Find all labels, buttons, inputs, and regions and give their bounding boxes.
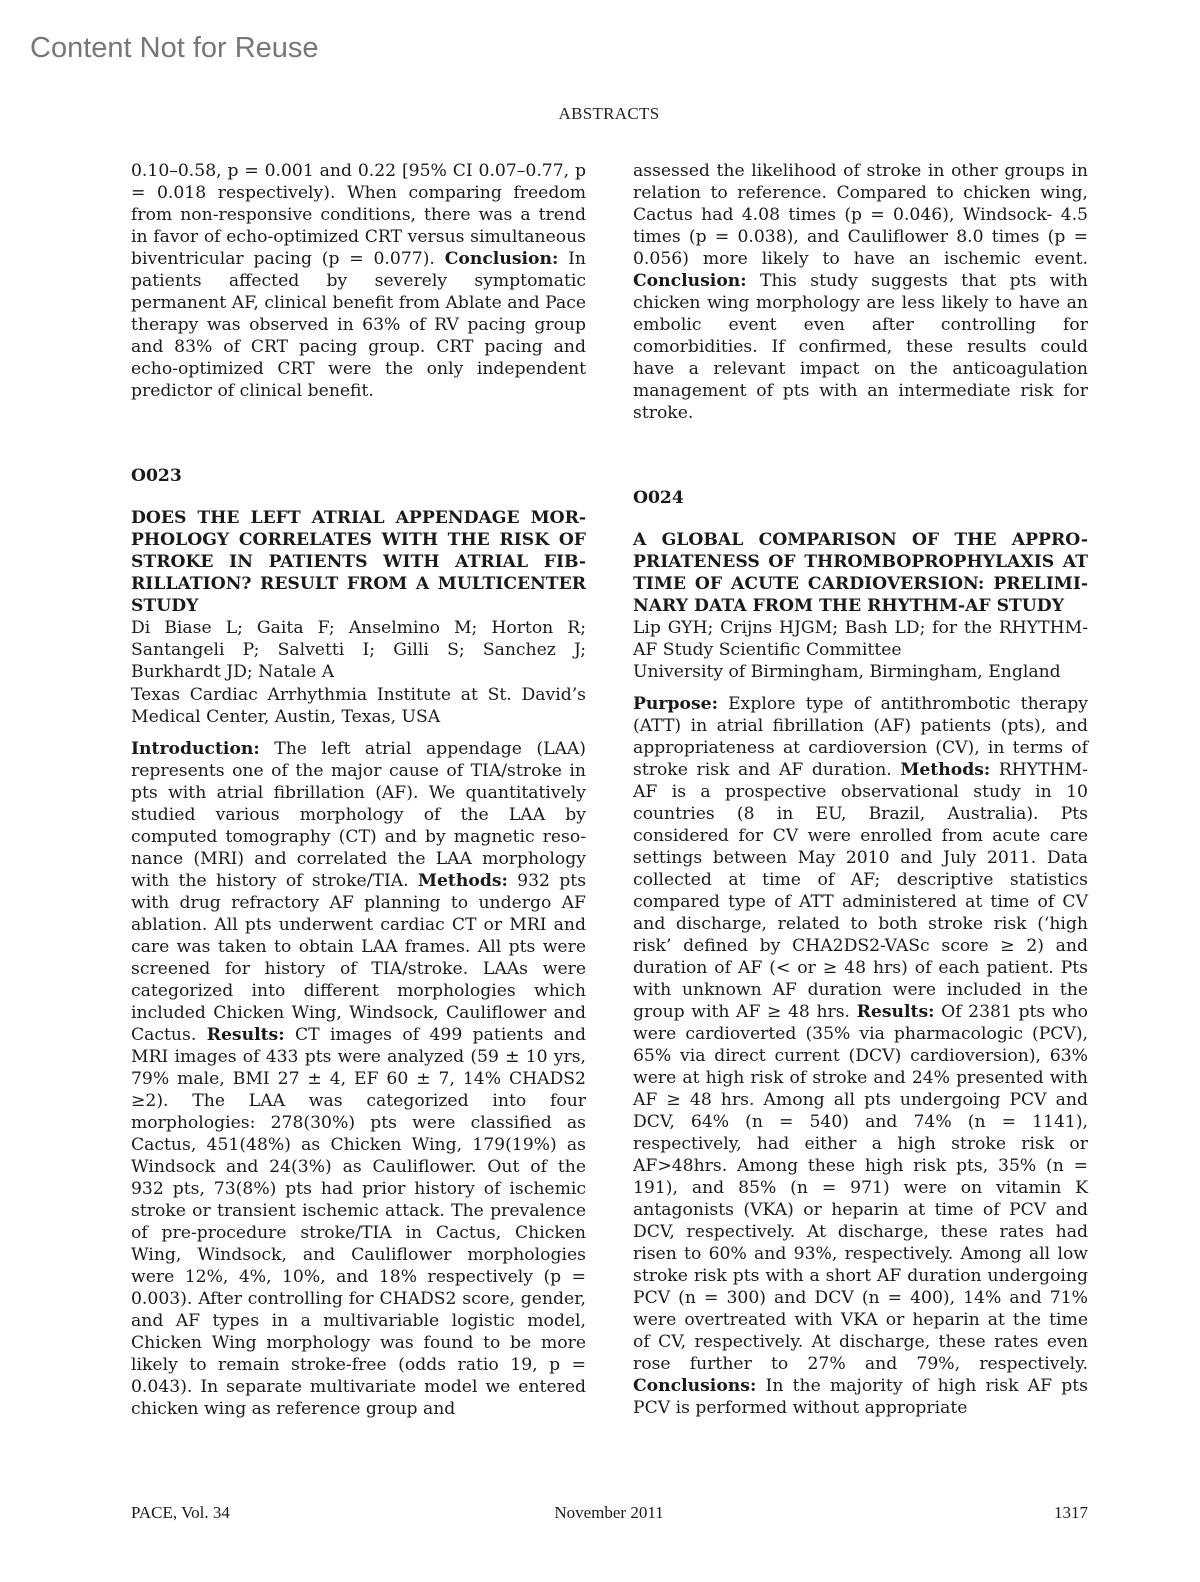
conclusion-text: This study suggests that pts with chicken wing morphology are less likely to have an embolic event even after controlling for comorbidities. If confirmed, these results could have a relevant impact on the anticoagulation management of pts with an intermediate risk for stroke.	[633, 271, 1088, 423]
introduction-text: The left atrial appendage (LAA) represents one of the major cause of TIA/stroke in pts with atrial fibrillation (AF). We quantitatively studied various morphology of the LAA by computed tomography (CT) and by magnetic reso- nance (MRI) and correlated the LAA morphology with the history of stroke/TIA.	[131, 739, 587, 891]
conclusions-label: Conclusions:	[633, 1376, 757, 1396]
conclusion-label: Conclusion:	[633, 271, 747, 291]
right-continuation-paragraph	[633, 160, 1088, 424]
abstract-title: A GLOBAL COMPARISON OF THE APPRO- PRIATENESS OF THROMBOPROPHYLAXIS AT TIME OF ACUTE CARDIOVERSION: PRELIMI- NARY DATA FROM THE RHYTHM-AF STUDY	[633, 530, 1088, 616]
purpose-label: Purpose:	[633, 694, 718, 714]
results-text: CT images of 499 patients and MRI images of 433 pts were analyzed (59 ± 10 yrs, 79% male, BMI 27 ± 4, EF 60 ± 7, 14% CHADS2 ≥2). The LAA was categorized into four morphologies: 278(30%) pts were classified as Cactus, 451(48%) as Chicken Wing, 179(19%) as Windsock and 24(3%) as Cauliflower. Out of the 932 pts, 73(8%) pts had prior history of ischemic stroke or transient ischemic attack. The prevalence of pre-procedure stroke/TIA in Cactus, Chicken Wing, Windsock, and Cauliflower morphologies were 12%, 4%, 10%, and 18% respectively (p = 0.003). After controlling for CHADS2 score, gender, and AF types in a multivariable logistic model, Chicken Wing morphology was found to be more likely to remain stroke-free (odds ratio 19, p = 0.043). In separate multivariate model we entered chicken wing as reference group and	[131, 1025, 586, 1419]
abstract-title: DOES THE LEFT ATRIAL APPENDAGE MOR- PHOLOGY CORRELATES WITH THE RISK OF STROKE IN PATIENTS WITH ATRIAL FIB- RILLATION? RESULT FROM A MULTICENTER STUDY	[131, 508, 586, 616]
abstract-authors: Lip GYH; Crijns HJGM; Bash LD; for the RHYTHM- AF Study Scientific Committee	[633, 618, 1088, 660]
left-continuation-paragraph	[131, 160, 586, 402]
purpose-text: Explore type of antithrombotic therapy (ATT) in atrial fibrillation (AF) patients (pts), and appropriateness at cardioversion (CV), in terms of stroke risk and AF duration.	[633, 694, 1088, 780]
methods-text: 932 pts with drug refractory AF planning to undergo AF ablation. All pts underwent cardiac CT or MRI and care was taken to obtain LAA frames. All pts were screened for history of TIA/stroke. LAAs were categorized into different morphologies which included Chicken Wing, Windsock, Cauliflower and Cactus.	[131, 871, 587, 1045]
conclusion-label: Conclusion:	[444, 249, 559, 269]
results-text: Of 2381 pts who were cardioverted (35% via pharmacologic (PCV), 65% via direct current (DCV) cardioversion), 63% were at high risk of stroke and 24% presented with AF ≥ 48 hrs. Among all pts undergoing PCV and DCV, 64% (n = 540) and 74% (n = 1141), respectively, had either a high stroke risk or AF>48hrs. Among these high risk pts, 35% (n = 191), and 85% (n = 971) were on vitamin K antagonists (VKA) or heparin at time of PCV and DCV, respectively. At discharge, these rates had risen to 60% and 93%, respectively. Among all low stroke risk pts with a short AF duration undergoing PCV (n = 300) and DCV (n = 400), 14% and 71% were overtreated with VKA or heparin at the time of CV, respectively. At discharge, these rates even rose further to 27% and 79%, respectively.	[633, 1002, 1088, 1374]
methods-text: RHYTHM-AF is a prospective observational study in 10 countries (8 in EU, Brazil, Australia). Pts considered for CV were enrolled from acute care settings between May 2010 and July 2011. Data collected at time of AF; descriptive statistics compared type of ATT administered at time of CV and discharge, related to both stroke risk (‘high risk’ defined by CHA2DS2-VASc score ≥ 2) and duration of AF (< or ≥ 48 hrs) of each patient. Pts with unknown AF duration were included in the group with AF ≥ 48 hrs.	[633, 760, 1088, 1022]
abstract-authors: Di Biase L; Gaita F; Anselmino M; Horton R; Santangeli P; Salvetti I; Gilli S; Sanchez J; Burkhardt JD; Natale A	[131, 618, 586, 682]
footer-page-number: 1317	[1054, 1503, 1088, 1522]
methods-label: Methods:	[900, 760, 991, 780]
methods-label: Methods:	[417, 871, 508, 891]
results-label: Results:	[206, 1025, 285, 1045]
running-head: ABSTRACTS	[558, 104, 660, 123]
abstract-o024	[633, 487, 1088, 1419]
footer-date: November 2011	[554, 1503, 664, 1522]
footer-journal: PACE, Vol. 34	[131, 1503, 230, 1522]
abstract-number: O024	[633, 488, 684, 508]
results-label: Results:	[856, 1002, 935, 1022]
abstract-affiliation: University of Birmingham, Birmingham, England	[633, 662, 1061, 682]
abstract-affiliation: Texas Cardiac Arrhythmia Institute at St. David’s Medical Center, Austin, Texas, USA	[131, 685, 586, 727]
abstract-number: O023	[131, 466, 182, 486]
left-continuation-text: 0.10–0.58, p = 0.001 and 0.22 [95% CI 0.07–0.77, p = 0.018 respectively). When comparing freedom from non-responsive conditions, there was a trend in favor of echo-optimized CRT versus simultaneous biventricular pacing (p = 0.077).	[131, 161, 586, 269]
abstract-body	[633, 693, 1088, 1419]
conclusions-text: In the majority of high risk AF pts PCV is performed without appropriate	[633, 1376, 1088, 1418]
left-continuation	[131, 160, 586, 402]
watermark: Content Not for Reuse	[30, 32, 319, 64]
abstract-body	[131, 738, 586, 1420]
right-continuation	[633, 160, 1088, 424]
abstract-o023	[131, 465, 586, 1420]
conclusion-text: In patients affected by severely symptomatic permanent AF, clinical benefit from Ablate and Pace therapy was observed in 63% of RV pacing group and 83% of CRT pacing group. CRT pacing and echo-optimized CRT were the only independent predictor of clinical benefit.	[131, 249, 586, 401]
introduction-label: Introduction:	[131, 739, 260, 759]
right-continuation-text: assessed the likelihood of stroke in other groups in relation to reference. Compared to chicken wing, Cactus had 4.08 times (p = 0.046), Windsock- 4.5 times (p = 0.038), and Cauliflower 8.0 times (p = 0.056) more likely to have an ischemic event.	[633, 161, 1088, 269]
